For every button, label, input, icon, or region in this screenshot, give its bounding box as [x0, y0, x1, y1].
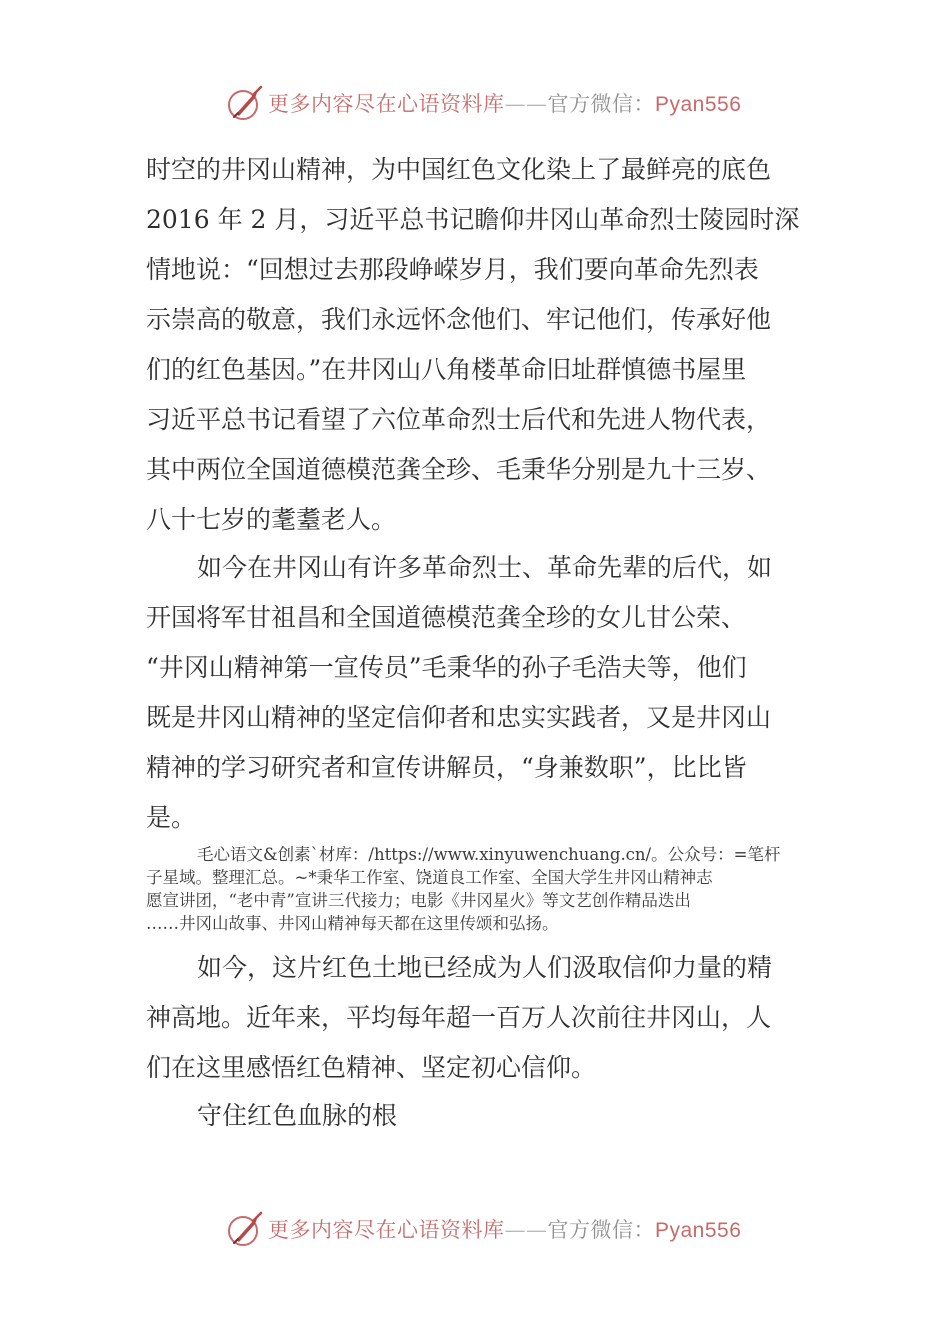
paragraph-line: 精神的学习研究者和宣传讲解员，“身兼数职”，比比皆 — [146, 753, 747, 782]
footer-banner — [0, 1208, 950, 1252]
banner-site-text: 更多内容尽在心语资料库 — [268, 92, 505, 116]
watermark-line: 愿宣讲团，“老中青”宣讲三代接力；电影《井冈星火》等文艺创作精品迭出 — [146, 891, 691, 910]
paragraph-line: 既是井冈山精神的坚定信仰者和忠实实践者，又是井冈山 — [146, 703, 772, 732]
paragraph-line: 如今，这片红色土地已经成为人们汲取信仰力量的精 — [197, 953, 773, 982]
paragraph-line: 情地说：“回想过去那段峥嵘岁月，我们要向革命先烈表 — [146, 255, 759, 284]
paragraph-line: 们的红色基因。”在井冈山八角楼革命旧址群慎德书屋里 — [146, 355, 747, 384]
paragraph-line: 2016 年 2 月，习近平总书记瞻仰井冈山革命烈士陵园时深 — [146, 205, 800, 234]
banner-wechat: Pyan556 — [655, 93, 742, 116]
paragraph-line: 如今在井冈山有许多革命烈士、革命先辈的后代，如 — [197, 553, 773, 582]
banner-text — [268, 90, 741, 119]
pen-logo-icon — [226, 1210, 266, 1250]
watermark-line: 子星域。整理汇总。~*秉华工作室、饶道良工作室、全国大学生井冈山精神志 — [146, 868, 713, 887]
banner-site-text: 更多内容尽在心语资料库 — [268, 1218, 505, 1242]
paragraph-line: 习近平总书记看望了六位革命烈士后代和先进人物代表， — [146, 405, 772, 434]
watermark-line: 毛心语文&创素`材库：/https://www.xinyuwenchuang.cn/。公众号：=笔杆 — [197, 845, 781, 864]
paragraph-line: 神高地。近年来，平均每年超一百万人次前往井冈山，人 — [146, 1003, 772, 1032]
paragraph-line: 其中两位全国道德模范龚全珍、毛秉华分别是九十三岁、 — [146, 455, 772, 484]
header-banner — [0, 82, 950, 126]
paragraph-line: 示崇高的敬意，我们永远怀念他们、牢记他们，传承好他 — [146, 305, 772, 334]
watermark-line: ……井冈山故事、井冈山精神每天都在这里传颂和弘扬。 — [146, 914, 559, 933]
paragraph-line: 时空的井冈山精神，为中国红色文化染上了最鲜亮的底色 — [146, 155, 772, 184]
banner-separator: —— — [504, 92, 548, 116]
pen-logo-icon — [226, 84, 266, 124]
banner-text — [268, 1216, 741, 1245]
banner-wechat: Pyan556 — [655, 1219, 742, 1242]
paragraph-line: “井冈山精神第一宣传员”毛秉华的孙子毛浩夫等，他们 — [146, 653, 747, 682]
paragraph-line: 八十七岁的耄耋老人。 — [146, 505, 397, 534]
section-heading: 守住红色血脉的根 — [197, 1101, 398, 1130]
banner-separator: —— — [504, 1218, 548, 1242]
paragraph-line: 开国将军甘祖昌和全国道德模范龚全珍的女儿甘公荣、 — [146, 603, 747, 632]
paragraph-line: 是。 — [146, 803, 197, 832]
banner-label: 官方微信： — [547, 92, 655, 116]
paragraph-line: 们在这里感悟红色精神、坚定初心信仰。 — [146, 1053, 597, 1082]
banner-label: 官方微信： — [547, 1218, 655, 1242]
